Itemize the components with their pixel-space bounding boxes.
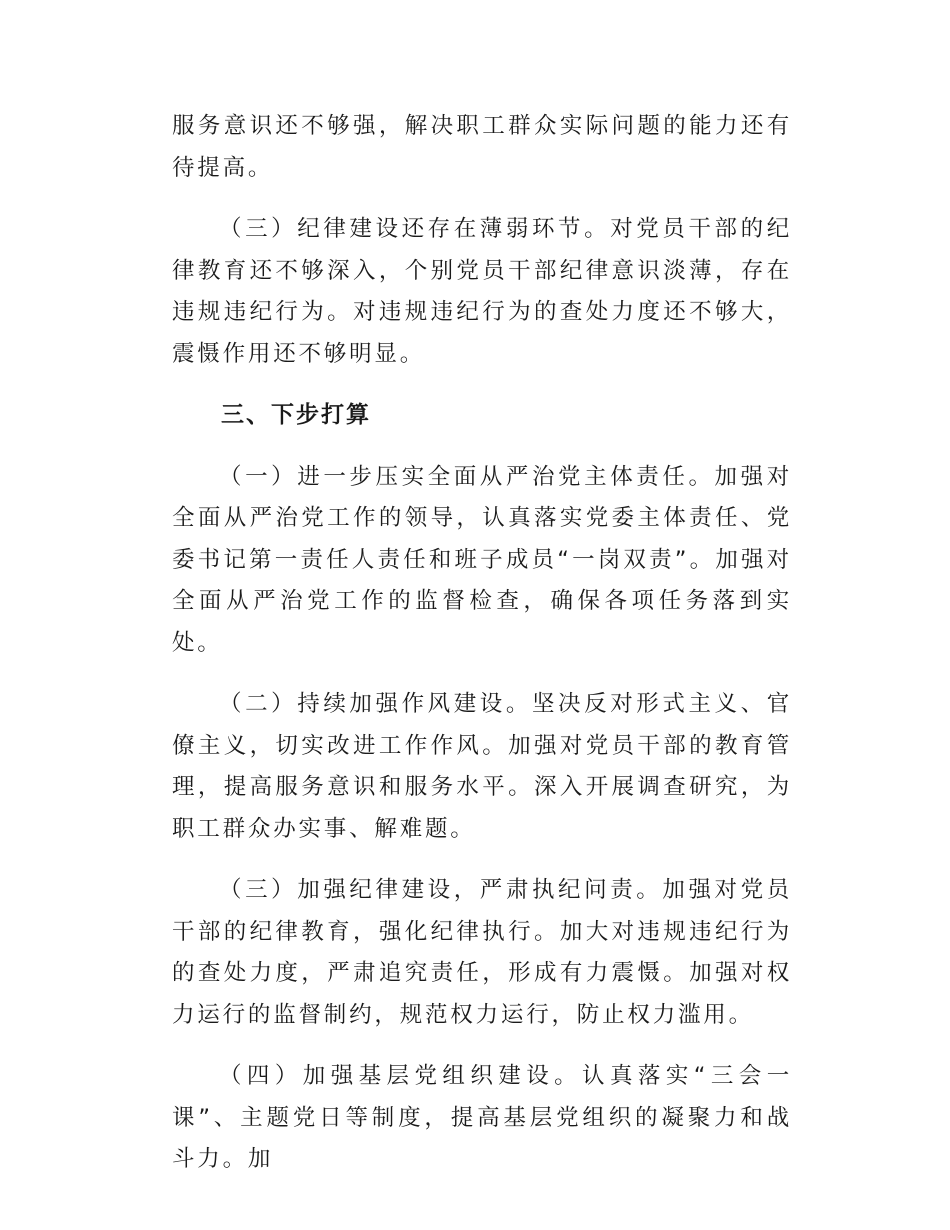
paragraph-service-awareness: 服务意识还不够强，解决职工群众实际问题的能力还有待提高。	[172, 113, 792, 181]
paragraph-discipline-weakness: （三）纪律建设还存在薄弱环节。对党员干部的纪律教育还不够深入，个别党员干部纪律意识淡薄，存在违规违纪行为。对违规违纪行为的查处力度还不够大，震慑作用还不够明显。	[172, 216, 792, 367]
document-page	[172, 106, 792, 1201]
paragraph-step-four: （四）加强基层党组织建设。认真落实“三会一课”、主题党日等制度，提高基层党组织的凝聚力和战斗力。加	[172, 1063, 792, 1172]
paragraph-step-two: （二）持续加强作风建设。坚决反对形式主义、官僚主义，切实改进工作作风。加强对党员干部的教育管理，提高服务意识和服务水平。深入开展调查研究，为职工群众办实事、解难题。	[172, 691, 792, 842]
section-heading-next-steps: 三、下步打算	[221, 402, 371, 428]
paragraph-step-one: （一）进一步压实全面从严治党主体责任。加强对全面从严治党工作的领导，认真落实党委主体责任、党委书记第一责任人责任和班子成员“一岗双责”。加强对全面从严治党工作的监督检查，确保各项任务落到实处。	[172, 463, 792, 656]
paragraph-step-three: （三）加强纪律建设，严肃执纪问责。加强对党员干部的纪律教育，强化纪律执行。加大对违规违纪行为的查处力度，严肃追究责任，形成有力震慑。加强对权力运行的监督制约，规范权力运行，防止权力滥用。	[172, 877, 792, 1028]
